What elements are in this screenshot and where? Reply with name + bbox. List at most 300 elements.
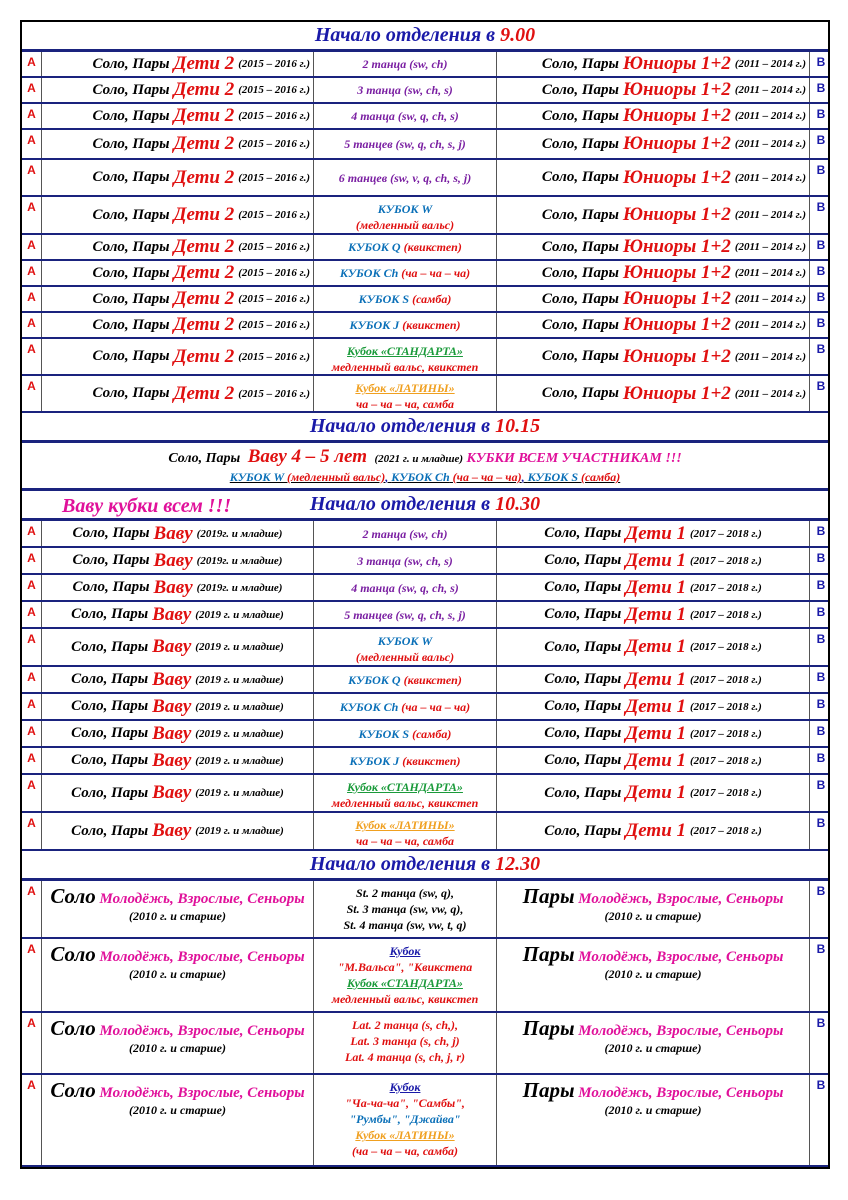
category-years: (2010 г. и старше) <box>129 1041 226 1055</box>
left-category <box>42 376 314 411</box>
left-category <box>42 881 314 937</box>
mark-b: B <box>816 1016 826 1030</box>
right-category <box>497 130 810 158</box>
category-years: (2011 – 2014 г.) <box>734 319 806 331</box>
mark-a: A <box>22 548 42 573</box>
category-groups: Молодёжь, Взрослые, Сеньоры <box>99 1023 305 1039</box>
program-row <box>22 313 828 339</box>
category-prefix: Соло, Пары <box>541 55 619 72</box>
mark-a: A <box>22 339 42 374</box>
category-years: (2019 г. и младше) <box>195 673 284 686</box>
program-line-1 <box>359 291 452 307</box>
category-years: (2010 г. и старше) <box>129 1103 226 1117</box>
category-prefix: Соло, Пары <box>71 638 149 655</box>
program-line-1 <box>363 526 448 542</box>
program-line-1 <box>378 201 432 217</box>
category-prefix: Соло, Пары <box>71 698 149 714</box>
category-group: Дети 2 <box>173 262 235 283</box>
right-category <box>497 775 810 811</box>
program-line: Lat. 3 танца (s, ch, j) <box>350 1034 460 1048</box>
section-header-2 <box>22 413 828 443</box>
left-category <box>42 721 314 746</box>
category-group: Дети 2 <box>173 105 235 126</box>
category-prefix: Соло, Пары <box>72 525 150 541</box>
category-prefix: Соло, Пары <box>544 698 622 714</box>
program-line-1 <box>348 239 462 255</box>
category-years: (2017 – 2018 г.) <box>690 825 762 837</box>
category-group: Baвy <box>153 549 193 571</box>
category-years: (2010 г. и старше) <box>604 967 702 981</box>
program <box>314 261 497 285</box>
program-line: St. 3 танца (sw, vw, q), <box>346 902 464 916</box>
right-category <box>497 575 810 600</box>
mark-a: A <box>22 813 42 849</box>
program-line-1 <box>347 343 463 359</box>
section-title: Начало отделения в <box>309 493 491 515</box>
section-title: Начало отделения в <box>309 853 491 875</box>
category-word: Соло <box>50 884 96 908</box>
category-group: Дети 1 <box>625 576 687 598</box>
program-row <box>22 376 828 413</box>
category-group: Baвy <box>153 522 193 544</box>
category-years: (2011 – 2014 г.) <box>734 387 806 400</box>
program-name: 5 танцев (sw, q, ch, s, j) <box>344 137 466 151</box>
program <box>314 104 497 128</box>
category-group: Дети 2 <box>173 166 235 188</box>
category-word: Пары <box>522 884 575 908</box>
mark-b: B <box>816 133 826 147</box>
category-years: (2015 – 2016 г.) <box>238 267 310 279</box>
category-years: (2010 г. и старше) <box>604 1103 702 1117</box>
category-years: (2019 г. и младше) <box>195 754 284 767</box>
category-prefix: Соло, Пары <box>541 107 619 124</box>
category-prefix: Соло, Пары <box>541 290 619 307</box>
right-category <box>497 548 810 573</box>
section-time: 12.30 <box>495 853 541 875</box>
program-row <box>22 160 828 197</box>
section-title: Начало отделения в <box>309 415 491 437</box>
program-name: 3 танца (sw, ch, s) <box>357 553 453 568</box>
mark-a: A <box>22 1013 42 1073</box>
baby-note: Baвy кубки всем !!! <box>62 495 232 517</box>
mark-a: A <box>22 602 42 627</box>
program-name: КУБОК J <box>349 753 400 768</box>
category-years: (2015 – 2016 г.) <box>238 110 310 122</box>
program-line-1 <box>351 108 459 124</box>
category-group: Baвy <box>152 668 192 690</box>
category-years: (2011 – 2014 г.) <box>734 110 806 122</box>
program-line: "М.Вальса", "Квикстепа <box>337 960 473 974</box>
program <box>314 160 497 195</box>
mark-b: B <box>816 551 826 565</box>
program-row <box>22 575 828 602</box>
program-name: КУБОК J <box>349 318 400 332</box>
mark-b: B <box>816 1078 826 1092</box>
program-name: 6 танцев (sw, v, q, ch, s, j) <box>338 170 472 185</box>
category-group: Юниоры 1+2 <box>622 79 731 100</box>
category-group: Дети 1 <box>625 522 687 544</box>
category-group: Юниоры 1+2 <box>622 262 731 283</box>
program <box>314 339 497 374</box>
category-prefix: Соло, Пары <box>92 169 170 185</box>
program <box>314 287 497 311</box>
program <box>314 130 497 158</box>
category-word: Соло <box>50 1016 96 1040</box>
right-category <box>497 1013 810 1073</box>
category-prefix: Соло, Пары <box>544 725 622 741</box>
category-years: (2011 – 2014 г.) <box>734 267 806 279</box>
mark-a: A <box>22 287 42 311</box>
program-name: КУБОК W <box>377 202 433 216</box>
mark-b: B <box>816 605 826 619</box>
program <box>314 881 497 937</box>
program-line-1 <box>347 779 463 795</box>
left-category <box>42 694 314 719</box>
mark-a: A <box>22 130 42 158</box>
right-category <box>497 376 810 411</box>
category-group: Дети 2 <box>173 133 235 154</box>
category-group: Дети 1 <box>625 603 687 625</box>
mark-b: B <box>816 316 826 330</box>
category-years: (2015 – 2016 г.) <box>238 58 310 70</box>
right-category <box>497 748 810 773</box>
category-prefix: Соло, Пары <box>544 579 622 595</box>
category-group: Юниоры 1+2 <box>622 166 731 188</box>
category-prefix: Соло, Пары <box>92 385 170 401</box>
category-groups: Молодёжь, Взрослые, Сеньоры <box>99 1085 305 1101</box>
mark-a: A <box>22 1075 42 1165</box>
category-years: (2019 г. и младше) <box>195 700 284 713</box>
program <box>314 548 497 573</box>
left-category <box>42 197 314 233</box>
senior-row <box>22 1013 828 1075</box>
baby-pre: Соло, Пары <box>168 451 241 466</box>
category-prefix: Соло, Пары <box>71 671 149 687</box>
left-category <box>42 813 314 849</box>
category-years: (2010 г. и старше) <box>129 967 226 981</box>
category-line <box>50 884 304 909</box>
program <box>314 939 497 1011</box>
program-line-1 <box>340 699 470 715</box>
program <box>314 235 497 259</box>
program-name: Кубок «СТАНДАРТА» <box>347 780 463 794</box>
category-line <box>523 884 784 909</box>
program-name: 5 танцев (sw, q, ch, s, j) <box>344 607 466 622</box>
category-years: (2017 – 2018 г.) <box>690 787 762 799</box>
program-line: Кубок <box>389 1080 421 1094</box>
category-years: (2015 – 2016 г.) <box>238 241 310 253</box>
left-category <box>42 548 314 573</box>
category-line <box>523 1016 784 1041</box>
program-detail: (ча – ча – ча) <box>401 266 471 280</box>
category-years: (2019г. и младше) <box>196 554 283 567</box>
category-groups: Молодёжь, Взрослые, Сеньоры <box>578 891 784 907</box>
left-category <box>42 261 314 285</box>
left-category <box>42 287 314 311</box>
program <box>314 629 497 665</box>
baby-cups-row <box>22 443 828 491</box>
category-years: (2019 г. и младше) <box>195 727 284 740</box>
program <box>314 313 497 337</box>
category-group: Дети 2 <box>173 236 235 257</box>
program <box>314 52 497 76</box>
right-category <box>497 602 810 627</box>
category-years: (2017 – 2018 г.) <box>690 673 762 686</box>
program-line-1 <box>355 817 454 833</box>
category-prefix: Соло, Пары <box>92 81 170 98</box>
program-row <box>22 775 828 813</box>
program <box>314 376 497 411</box>
section-time: 10.15 <box>495 415 541 437</box>
category-word: Пары <box>522 1078 575 1102</box>
category-group: Дети 2 <box>173 345 235 367</box>
section-time: 10.30 <box>495 493 541 515</box>
category-group: Юниоры 1+2 <box>622 204 731 225</box>
program-line-2: медленный вальс, квикстеп <box>331 360 479 374</box>
right-category <box>497 939 810 1011</box>
category-group: Юниоры 1+2 <box>622 53 731 74</box>
program-line-1 <box>357 82 453 98</box>
category-group: Baвy <box>152 636 192 657</box>
left-category <box>42 235 314 259</box>
program-name: 3 танца (sw, ch, s) <box>357 83 453 97</box>
category-group: Юниоры 1+2 <box>622 382 731 404</box>
category-group: Baвy <box>152 722 192 744</box>
program-name: 2 танца (sw, ch) <box>362 526 448 541</box>
right-category <box>497 721 810 746</box>
right-category <box>497 339 810 374</box>
category-years: (2015 – 2016 г.) <box>238 171 310 184</box>
category-prefix: Соло, Пары <box>71 784 149 801</box>
baby-years: (2021 г. и младше) <box>374 453 464 465</box>
program-detail: (квикстеп) <box>402 753 461 768</box>
left-category <box>42 1013 314 1073</box>
program-name: 2 танца (sw, ch) <box>362 57 448 71</box>
mark-b: B <box>816 632 826 646</box>
left-category <box>42 667 314 692</box>
mark-a: A <box>22 235 42 259</box>
category-prefix: Соло, Пары <box>544 822 622 839</box>
program-detail: (самба) <box>412 726 452 741</box>
program-line: Кубок «ЛАТИНЫ» <box>355 1128 455 1142</box>
left-category <box>42 1075 314 1165</box>
right-category <box>497 1075 810 1165</box>
program-row <box>22 52 828 78</box>
right-category <box>497 694 810 719</box>
category-group: Юниоры 1+2 <box>622 105 731 126</box>
mark-b: B <box>816 290 826 304</box>
category-group: Дети 2 <box>173 382 235 404</box>
mark-a: A <box>22 629 42 665</box>
category-group: Дети 1 <box>625 749 687 771</box>
category-groups: Молодёжь, Взрослые, Сеньоры <box>99 949 305 965</box>
right-category <box>497 813 810 849</box>
program-name: Кубок «ЛАТИНЫ» <box>355 381 455 395</box>
program-line-1 <box>339 170 471 186</box>
category-years: (2015 – 2016 г.) <box>238 350 310 363</box>
category-prefix: Соло, Пары <box>92 348 170 364</box>
program-detail: (квикстеп) <box>402 318 461 332</box>
left-category <box>42 339 314 374</box>
category-groups: Молодёжь, Взрослые, Сеньоры <box>99 891 305 907</box>
program-detail: (ча – ча – ча) <box>401 699 471 714</box>
mark-a: A <box>22 881 42 937</box>
program-row <box>22 813 828 851</box>
category-prefix: Соло, Пары <box>541 264 619 281</box>
category-word: Соло <box>50 942 96 966</box>
mark-b: B <box>816 670 826 684</box>
program <box>314 748 497 773</box>
right-category <box>497 881 810 937</box>
program-row <box>22 548 828 575</box>
program-name: Кубок «СТАНДАРТА» <box>347 344 463 358</box>
category-group: Baвy <box>152 695 192 717</box>
baby-program-part: (ча – ча – ча) <box>449 470 522 484</box>
category-prefix: Соло, Пары <box>544 552 622 568</box>
program-detail: (квикстеп) <box>403 240 462 254</box>
mark-b: B <box>816 884 826 898</box>
program-line: (ча – ча – ча, самба) <box>351 1144 459 1158</box>
mark-a: A <box>22 52 42 76</box>
right-category <box>497 521 810 546</box>
right-category <box>497 78 810 102</box>
category-group: Дети 2 <box>173 79 235 100</box>
mark-b: B <box>816 264 826 278</box>
category-group: Дети 2 <box>173 53 235 74</box>
right-category <box>497 667 810 692</box>
mark-b: B <box>816 379 826 393</box>
program-line-1 <box>359 726 452 742</box>
category-years: (2015 – 2016 г.) <box>238 84 310 96</box>
section-header-3 <box>22 491 828 521</box>
category-years: (2011 – 2014 г.) <box>734 84 806 96</box>
program-line-1 <box>378 633 432 649</box>
left-category <box>42 313 314 337</box>
category-group: Дети 1 <box>625 722 687 744</box>
mark-b: B <box>816 238 826 252</box>
category-group: Дети 2 <box>173 288 235 309</box>
program-name: КУБОК Ch <box>339 266 399 280</box>
mark-b: B <box>816 942 826 956</box>
baby-programs <box>22 469 828 485</box>
mark-b: B <box>816 107 826 121</box>
mark-b: B <box>816 578 826 592</box>
category-group: Юниоры 1+2 <box>622 345 731 367</box>
program-row <box>22 104 828 130</box>
program-line-2: (медленный вальс) <box>355 650 455 664</box>
right-category <box>497 197 810 233</box>
right-category <box>497 629 810 665</box>
mark-b: B <box>816 163 826 177</box>
category-years: (2011 – 2014 г.) <box>734 138 806 150</box>
category-group: Baвy <box>152 782 192 803</box>
baby-group: Baвy 4 – 5 лет <box>247 446 367 467</box>
left-category <box>42 160 314 195</box>
category-prefix: Соло, Пары <box>541 135 619 152</box>
category-prefix: Соло, Пары <box>541 169 619 185</box>
program-line-2: ча – ча – ча, самба <box>355 834 455 848</box>
mark-a: A <box>22 775 42 811</box>
block-4 <box>22 881 828 1167</box>
category-years: (2015 – 2016 г.) <box>238 293 310 305</box>
mark-b: B <box>816 778 826 792</box>
category-prefix: Соло, Пары <box>541 385 619 401</box>
senior-row <box>22 881 828 939</box>
program-line-1 <box>348 672 462 688</box>
category-group: Дети 1 <box>625 782 687 803</box>
program <box>314 775 497 811</box>
category-years: (2011 – 2014 г.) <box>734 209 806 221</box>
category-years: (2017 – 2018 г.) <box>690 727 762 740</box>
right-category <box>497 313 810 337</box>
right-category <box>497 160 810 195</box>
mark-a: A <box>22 667 42 692</box>
program-line-2: медленный вальс, квикстеп <box>331 796 479 810</box>
category-groups: Молодёжь, Взрослые, Сеньоры <box>578 1085 784 1101</box>
category-prefix: Соло, Пары <box>544 606 622 622</box>
program-row <box>22 602 828 629</box>
category-years: (2019г. и младше) <box>196 527 283 540</box>
category-groups: Молодёжь, Взрослые, Сеньоры <box>578 949 784 965</box>
category-years: (2017 – 2018 г.) <box>690 527 762 540</box>
baby-cups: КУБКИ ВСЕМ УЧАСТНИКАМ !!! <box>466 451 682 466</box>
mark-b: B <box>816 342 826 356</box>
category-prefix: Соло, Пары <box>92 55 170 72</box>
category-word: Пары <box>522 1016 575 1040</box>
baby-program-part: , <box>521 470 528 484</box>
program-name: КУБОК Q <box>348 672 401 687</box>
mark-a: A <box>22 721 42 746</box>
category-years: (2010 г. и старше) <box>129 909 226 923</box>
category-years: (2017 – 2018 г.) <box>690 754 762 767</box>
mark-a: A <box>22 748 42 773</box>
category-prefix: Соло, Пары <box>71 725 149 741</box>
program-detail: (квикстеп) <box>403 672 462 687</box>
category-line <box>50 1078 304 1103</box>
senior-row <box>22 1075 828 1167</box>
program <box>314 721 497 746</box>
category-years: (2017 – 2018 г.) <box>690 554 762 567</box>
category-years: (2019 г. и младше) <box>195 608 284 621</box>
program-line: Кубок <box>389 944 421 958</box>
category-prefix: Соло, Пары <box>92 238 170 255</box>
program-row <box>22 235 828 261</box>
category-years: (2011 – 2014 г.) <box>734 293 806 305</box>
mark-b: B <box>816 697 826 711</box>
program-row <box>22 197 828 235</box>
category-groups: Молодёжь, Взрослые, Сеньоры <box>578 1023 784 1039</box>
mark-a: A <box>22 261 42 285</box>
program-line: St. 4 танца (sw, vw, t, q) <box>343 918 467 932</box>
program-line-1 <box>344 136 466 152</box>
category-years: (2015 – 2016 г.) <box>238 387 310 400</box>
category-prefix: Соло, Пары <box>544 638 622 655</box>
program-name: КУБОК S <box>358 726 410 741</box>
program <box>314 78 497 102</box>
program-line-1 <box>349 317 460 333</box>
program <box>314 1075 497 1165</box>
category-group: Дети 2 <box>173 204 235 225</box>
program-row <box>22 667 828 694</box>
program-row <box>22 339 828 376</box>
category-years: (2017 – 2018 г.) <box>690 641 762 653</box>
category-years: (2019 г. и младше) <box>195 787 284 799</box>
left-category <box>42 629 314 665</box>
category-years: (2015 – 2016 г.) <box>238 138 310 150</box>
program-row <box>22 748 828 775</box>
left-category <box>42 939 314 1011</box>
category-group: Юниоры 1+2 <box>622 288 731 309</box>
